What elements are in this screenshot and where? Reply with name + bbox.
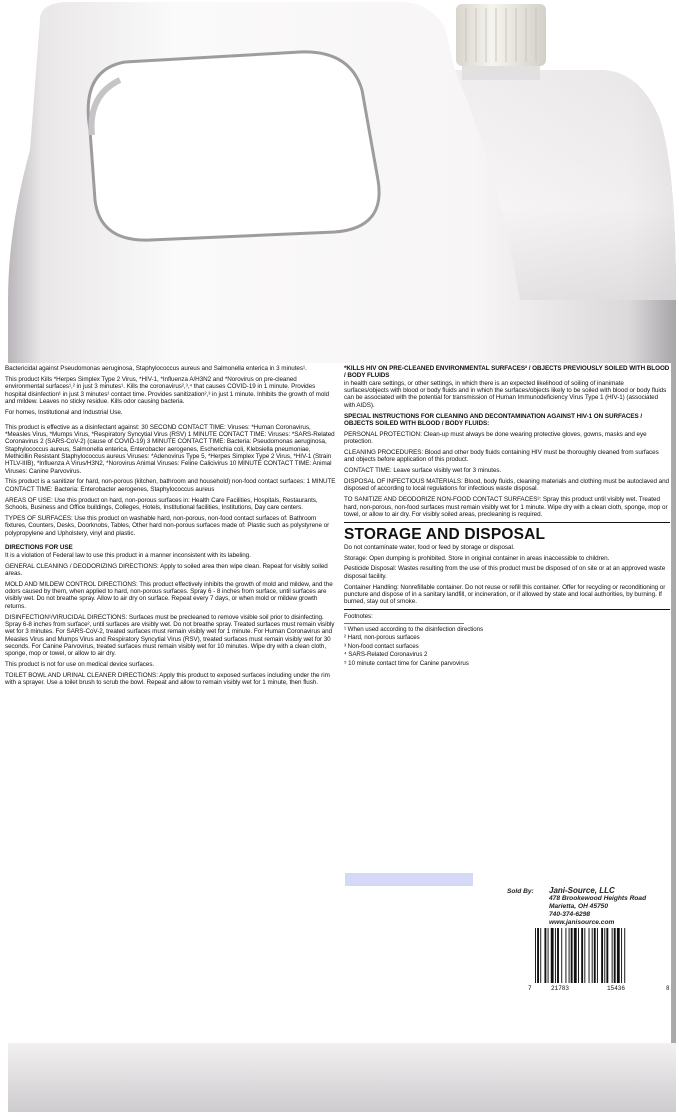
barcode-bar xyxy=(612,928,613,983)
barcode-bar xyxy=(589,928,590,983)
company-web: www.janisource.com xyxy=(549,919,615,926)
barcode-bar xyxy=(544,928,546,983)
barcode-bar xyxy=(594,928,596,983)
barcode-bar xyxy=(592,928,593,983)
barcode-bar xyxy=(578,928,579,983)
storage-intro: Do not contaminate water, food or feed by storage or disposal. xyxy=(344,543,515,551)
barcode-bar xyxy=(606,928,608,983)
barcode xyxy=(527,926,671,992)
intro-line-2: This product Kills *Herpes Simplex Type 2 Virus, *HIV-1, *Influenza A/H3N2 and *Norovirus on pre-cleaned environmental surfaces¹,² in just 3 minutes¹. Kills the coronavirus²,³,⁴ that causes COVID-19 in 1 minute. Provides hospital disinfection¹ in just 3 minutes¹ contact time. Provides sanitization²,³ in just 1 minute. Inhibits the growth of mold and mildew. Leaves no sticky residue. Kills odor causing bacteria. xyxy=(5,375,330,405)
barcode-group-1: 21783 xyxy=(551,985,570,992)
areas-of-use: AREAS OF USE: Use this product on hard, non-porous surfaces in: Health Care Facilities, Hospitals, Restaurants, Schools, Business and Office buildings, Colleges, Hotels, Institutional facilities, Institutions, Day care centers. xyxy=(5,496,318,511)
general-cleaning: GENERAL CLEANING / DEODORIZING DIRECTIONS: Apply to soiled area then wipe clean. Repeat for visibly soiled areas. xyxy=(5,562,328,577)
company-phone: 740-374-6298 xyxy=(549,911,591,918)
sanitizer-paragraph: This product is a sanitizer for hard, non-porous (kitchen, bathroom and household) non-food contact surfaces: 1 MINUTE CONTACT TIME: Bacteria: Enterobacter aerogenes, Staphylococcus aureus xyxy=(5,478,336,493)
medical-note: This product is not for use on medical device surfaces. xyxy=(5,661,155,669)
barcode-bar xyxy=(540,928,541,983)
personal-protection: PERSONAL PROTECTION: Clean-up must always be done wearing protective gloves, gowns, masks and eye protection. xyxy=(344,430,647,446)
intro-line-1: Bactericidal against Pseudomonas aeruginosa, Staphylococcus aureus and Salmonella enterica in 3 minutes¹. xyxy=(5,365,307,372)
barcode-bar xyxy=(571,928,573,983)
barcode-bar xyxy=(601,928,603,983)
cleaning-procedures: CLEANING PROCEDURES: Blood and other body fluids containing HIV must be thoroughly cleaned from surfaces and objects before application of this product. xyxy=(344,448,659,464)
footnote-5: ⁵ 10 minute contact time for Canine parvovirus xyxy=(344,660,469,668)
barcode-bar xyxy=(604,928,605,983)
barcode-bar xyxy=(617,928,620,983)
footnotes xyxy=(344,613,670,669)
toilet-bowl-directions: TOILET BOWL AND URINAL CLEANER DIRECTIONS: Apply this product to exposed surfaces including under the rim with a sprayer. Use a toilet brush to scrub the bowl. Repeat and allow to remain visibly wet for 1 minute, then flush. xyxy=(5,672,330,687)
barcode-group-2: 15436 xyxy=(607,985,626,992)
hiv-heading: *KILLS HIV ON PRE-CLEANED ENVIRONMENTAL SURFACES² / OBJECTS PREVIOUSLY SOILED WITH BLOOD / BODY FLUIDS xyxy=(344,365,670,380)
label-left-column xyxy=(5,365,337,690)
barcode-bar xyxy=(569,928,570,983)
barcode-bar xyxy=(565,928,566,983)
company-address-2: Marietta, OH 45750 xyxy=(549,903,609,910)
directions-text: It is a violation of Federal law to use this product in a manner inconsistent with its labeling. xyxy=(5,551,251,559)
storage-text: Storage: Open dumping is prohibited. Store in original container in areas inaccessible to children. xyxy=(344,554,610,562)
sanitize-deodorize: TO SANITIZE AND DEODORIZE NON-FOOD CONTACT SURFACES³: Spray this product until visibly wet. Treated hard, non-porous, non-food surfaces must remain visibly wet for 1 minute. Wipe dry with a clean cloth, sponge, mop or towel, or allow to air dry. For visibly soiled areas, precleaning is required. xyxy=(344,496,668,518)
company-address-1: 478 Brookewood Heights Road xyxy=(549,895,647,902)
disinfectant-paragraph: This product is effective as a disinfectant against: 30 SECOND CONTACT TIME: Viruses: *Human Coronavirus, *Measles Virus, *Mumps Virus, *Respiratory Syncytial Virus (RSV) 1 MINUTE CONTACT TIME: Viruses: *SARS-Related Coronavirus 2 (SARS-CoV-2) (cause of COVID-19) 3 MINUTE CONTACT TIME: Bacteria: Pseudomonas aeruginosa, Staphylococcus aureus, Salmonella enterica, Enterobacter aerogenes, Escherichia coli, Klebsiella pneumoniae, Methicillin Resistant Staphylococcus aureus Viruses: *Adenovirus Type 5, *Herpes Simplex Type 2 Virus, *HIV-1 (Strain HTLV-IIIB), *Influenza A Virus/H3N2, *Norovirus Animal Viruses: Feline Calicivirus 10 MINUTE CONTACT TIME: Animal Viruses: Canine Parvovirus. xyxy=(5,423,335,475)
barcode-bar xyxy=(551,928,554,983)
barcode-bars xyxy=(535,928,625,983)
container-handling: Container Handling: Nonrefillable container. Do not reuse or refill this container. Offer for recycling or reconditioning or puncture and dispose of in a sanitary landfill, or incineration, or if allowed by state and local authorities, by burning. If burned, stay out of smoke. xyxy=(344,583,666,606)
barcode-bar xyxy=(557,928,559,983)
pesticide-disposal: Pesticide Disposal: Wastes resulting from the use of this product must be disposed of on site or at an approved waste disposal facility. xyxy=(344,565,666,580)
disposal-infectious: DISPOSAL OF INFECTIOUS MATERIALS: Blood, body fluids, cleaning materials and clothing must be autoclaved and disposed of according to local regulations for infectious waste disposal. xyxy=(344,477,669,493)
sold-by-label: Sold By: xyxy=(507,888,534,895)
label-right-column xyxy=(344,365,670,669)
footnotes-title: Footnotes: xyxy=(344,613,373,621)
storage-title: STORAGE AND DISPOSAL xyxy=(344,525,546,543)
directions-heading: DIRECTIONS FOR USE xyxy=(5,544,73,552)
barcode-bar xyxy=(537,928,539,983)
company-name: Jani-Source, LLC xyxy=(549,886,615,895)
barcode-bar xyxy=(561,928,562,983)
barcode-digit-right: 8 xyxy=(666,985,670,992)
barcode-bar xyxy=(548,928,549,983)
footnote-2: ² Hard, non-porous surfaces xyxy=(344,634,420,642)
special-instructions-heading: SPECIAL INSTRUCTIONS FOR CLEANING AND DECONTAMINATION AGAINST HIV-1 ON SURFACES / OBJECTS SOILED WITH BLOOD / BODY FLUIDS: xyxy=(344,412,643,427)
barcode-bar xyxy=(624,928,625,983)
barcode-bar xyxy=(581,928,583,983)
lilac-band xyxy=(345,873,473,886)
footnote-4: ⁴ SARS-Related Coronavirus 2 xyxy=(344,651,428,659)
intro-line-3: For homes, Institutional and Industrial Use. xyxy=(5,408,123,416)
barcode-bar xyxy=(574,928,577,983)
barcode-bar xyxy=(535,928,536,983)
bottle-cap xyxy=(456,4,546,66)
types-of-surfaces: TYPES OF SURFACES: Use this product on washable hard, non-porous, non-food contact surfaces of: Bathroom fixtures, Counters, Desks, Doorknobs, Tables, Other hard non-porous surfaces made of: Plastic such as polystyrene or polypropylene and Upholstery, vinyl and plastic. xyxy=(5,514,330,537)
handle-hole xyxy=(88,52,379,240)
barcode-bar xyxy=(555,928,556,983)
footnote-1: ¹ When used according to the disinfection directions xyxy=(344,625,484,633)
barcode-digit-left: 7 xyxy=(528,985,532,992)
barcode-bar xyxy=(621,928,622,983)
barcode-bar xyxy=(614,928,616,983)
barcode-bar xyxy=(597,928,598,983)
contact-time: CONTACT TIME: Leave surface visibly wet for 3 minutes. xyxy=(344,467,502,475)
disinfection-directions: DISINFECTION¹/VIRUCIDAL DIRECTIONS: Surfaces must be precleaned to remove visible soil prior to disinfecting. Spray 6-8 inches from surface², until surfaces are visibly wet. Do not breathe spray. Treated surfaces must remain visibly wet for 3 minutes. For SARS-CoV-2, treated surfaces must remain visibly wet for 1 minute. For Human Coronavirus and Measles Virus and Mumps Virus and Respiratory Syncytial Virus (RSV), treated surfaces must remain visibly wet for 30 seconds. For Canine Parvovirus, treated surfaces must remain visibly wet for 10 minutes. Wipe dry with a clean cloth, sponge, mop or towel, or allow to air dry. xyxy=(5,613,335,658)
footnote-3: ³ Non-food contact surfaces xyxy=(344,642,419,650)
barcode-bar xyxy=(584,928,585,983)
mold-mildew: MOLD AND MILDEW CONTROL DIRECTIONS: This product effectively inhibits the growth of mold and mildew, and the odors caused by them, when applied to hard, non-porous surfaces. Spray 6 - 8 inches from surface, until surfaces are visibly wet. Do not breathe spray. Allow to air dry on surface. Repeat every 7 days, or when mold or mildew growth returns. xyxy=(5,580,333,610)
product-label xyxy=(5,363,671,1043)
hiv-text: in health care settings, or other settings, in which there is an expected likelihood of soiling of inanimate surfaces/objects with blood or body fluids and in which the surfaces/objects likely to be soiled with blood or body fluids can be associated with the potential for transmission of Human Immunodeficiency Virus Type 1 (HIV-1) (associated with AIDS). xyxy=(344,379,667,409)
